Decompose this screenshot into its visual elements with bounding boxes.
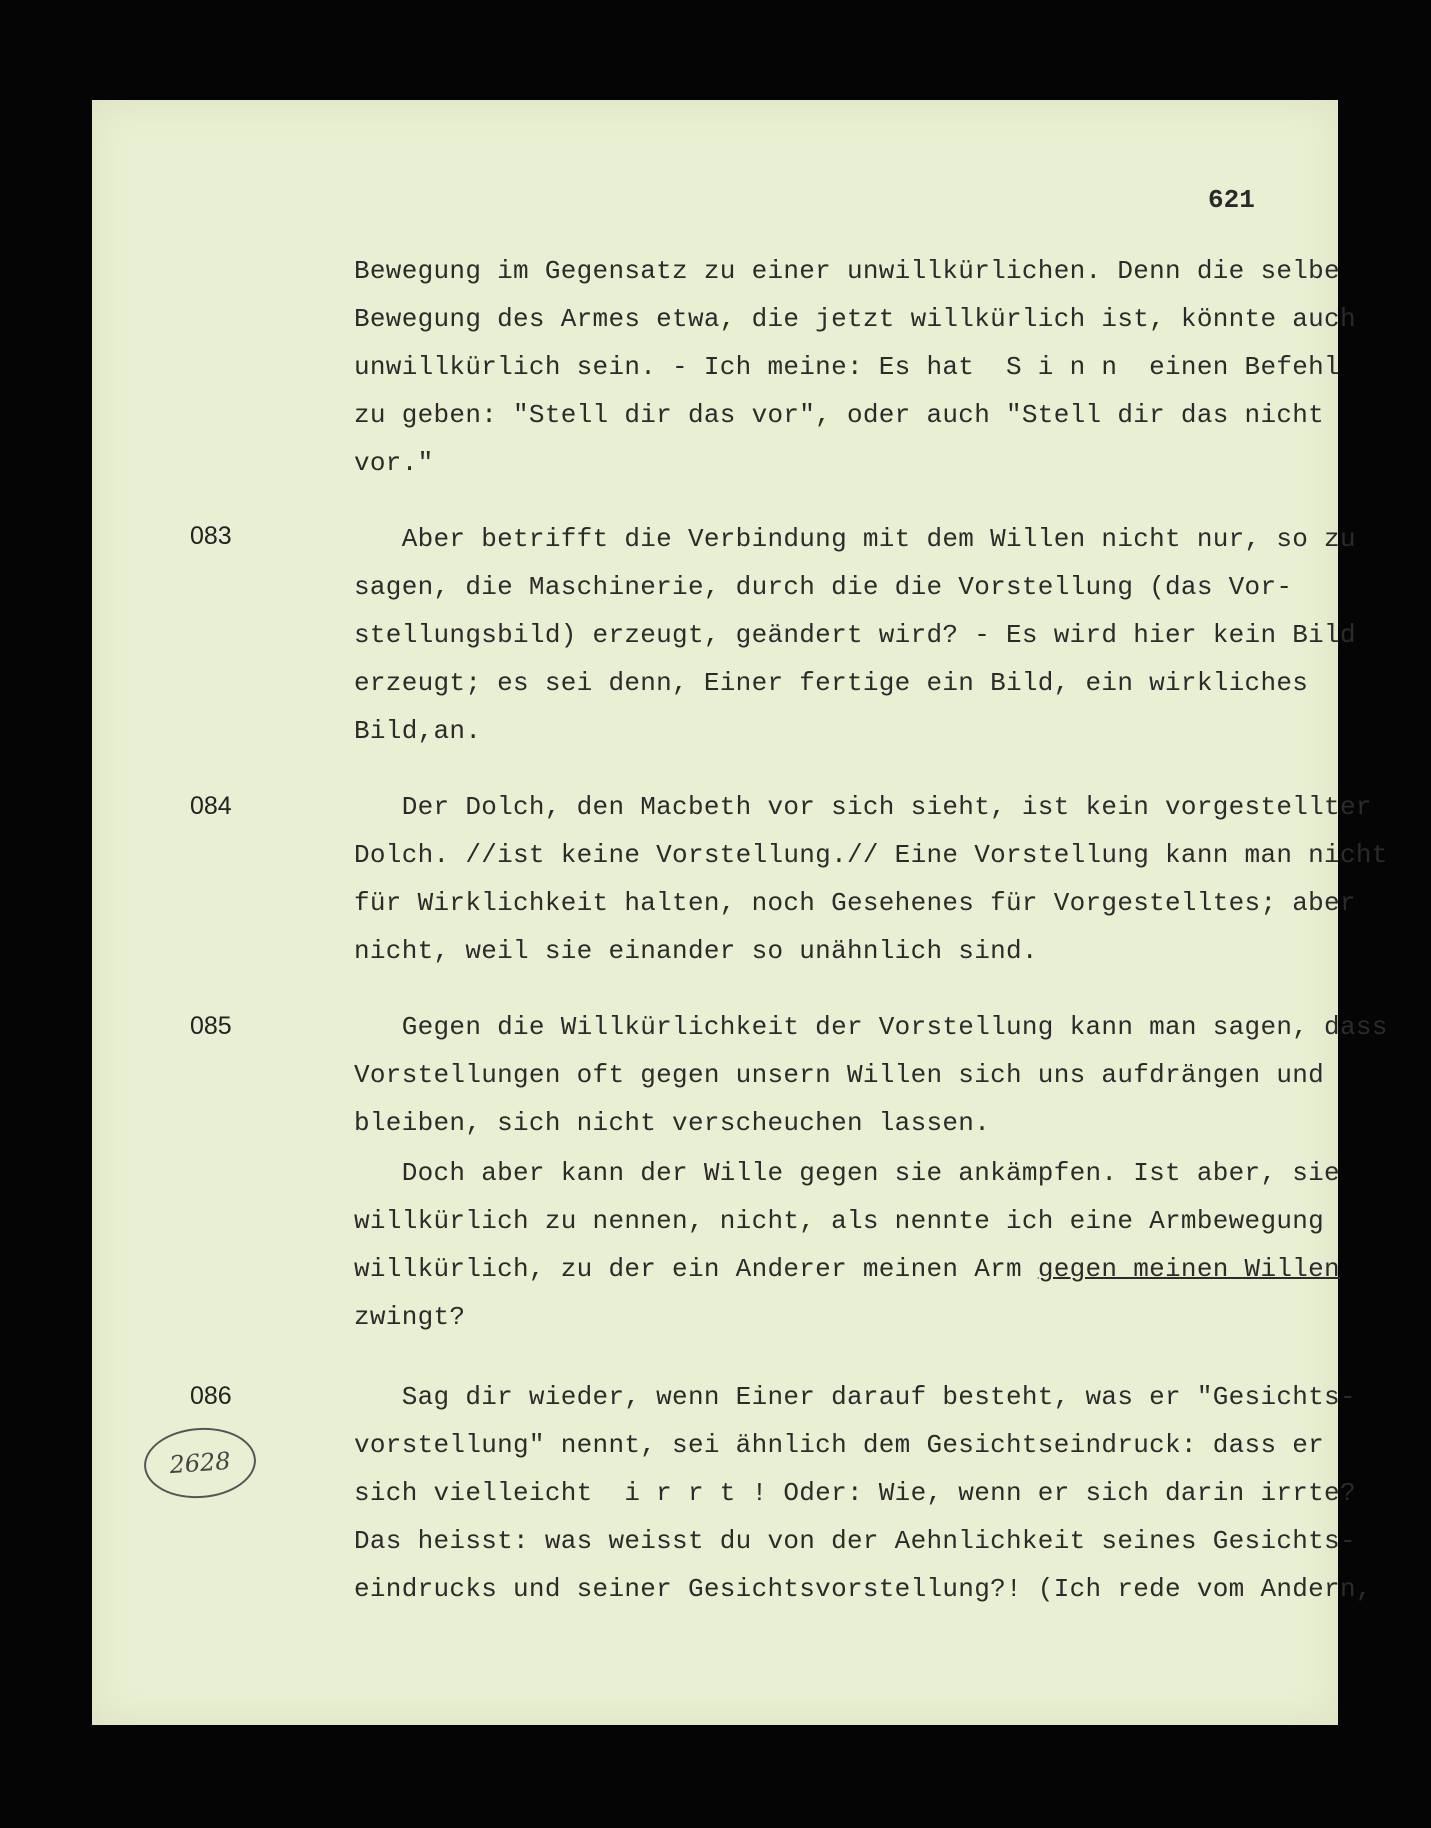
text-line: erzeugt; es sei denn, Einer fertige ein Bild, ein wirkliches	[354, 668, 1309, 698]
text-line: Vorstellungen oft gegen unsern Willen sich uns aufdrängen und	[354, 1060, 1325, 1090]
text-line: sagen, die Maschinerie, durch die die Vorstellung (das Vor-	[354, 572, 1293, 602]
paragraph-number-085: 085	[190, 1012, 232, 1040]
text-line: vor."	[354, 448, 434, 478]
text-line: Sag dir wieder, wenn Einer darauf besteht, was er "Gesichts-	[354, 1382, 1356, 1412]
text-line: Bewegung im Gegensatz zu einer unwillkürlichen. Denn die selbe	[354, 256, 1340, 286]
text-line: Dolch. //ist keine Vorstellung.// Eine Vorstellung kann man nicht	[354, 840, 1388, 870]
text-line: Doch aber kann der Wille gegen sie ankämpfen. Ist aber, sie	[354, 1158, 1340, 1188]
text-line: Bild,an.	[354, 716, 482, 746]
text-line: Das heisst: was weisst du von der Aehnlichkeit seines Gesichts-	[354, 1526, 1356, 1556]
text-line: willkürlich zu nennen, nicht, als nennte ich eine Armbewegung	[354, 1206, 1325, 1236]
text-line: nicht, weil sie einander so unähnlich sind.	[354, 936, 1038, 966]
text-line: Der Dolch, den Macbeth vor sich sieht, ist kein vorgestellter	[354, 792, 1372, 822]
text-line: zu geben: "Stell dir das vor", oder auch "Stell dir das nicht	[354, 400, 1325, 430]
text-line: Gegen die Willkürlichkeit der Vorstellung kann man sagen, dass	[354, 1012, 1388, 1042]
text-line: Aber betrifft die Verbindung mit dem Willen nicht nur, so zu	[354, 524, 1356, 554]
line-text: willkürlich, zu der ein Anderer meinen Arm	[354, 1254, 1038, 1284]
text-line: eindrucks und seiner Gesichtsvorstellung?! (Ich rede vom Andern,	[354, 1574, 1372, 1604]
text-line: sich vielleicht i r r t ! Oder: Wie, wenn er sich darin irrte?	[354, 1478, 1356, 1508]
paragraph-number-083: 083	[190, 522, 232, 550]
text-line: für Wirklichkeit halten, noch Gesehenes für Vorgestelltes; aber	[354, 888, 1356, 918]
text-line	[354, 1254, 1340, 1284]
paragraph-number-084: 084	[190, 792, 232, 820]
text-line: vorstellung" nennt, sei ähnlich dem Gesichtseindruck: dass er	[354, 1430, 1325, 1460]
text-line: zwingt?	[354, 1302, 466, 1332]
paragraph-number-086: 086	[190, 1382, 232, 1410]
text-line: Bewegung des Armes etwa, die jetzt willkürlich ist, könnte auch	[354, 304, 1356, 334]
stamp-number: 2628	[168, 1446, 232, 1480]
underlined-phrase: gegen meinen Willen	[1037, 1254, 1340, 1284]
text-line: unwillkürlich sein. - Ich meine: Es hat S i n n einen Befehl	[354, 352, 1340, 382]
text-line: stellungsbild) erzeugt, geändert wird? - Es wird hier kein Bild	[354, 620, 1356, 650]
page-number: 621	[1208, 185, 1255, 215]
text-line: bleiben, sich nicht verscheuchen lassen.	[354, 1108, 991, 1138]
